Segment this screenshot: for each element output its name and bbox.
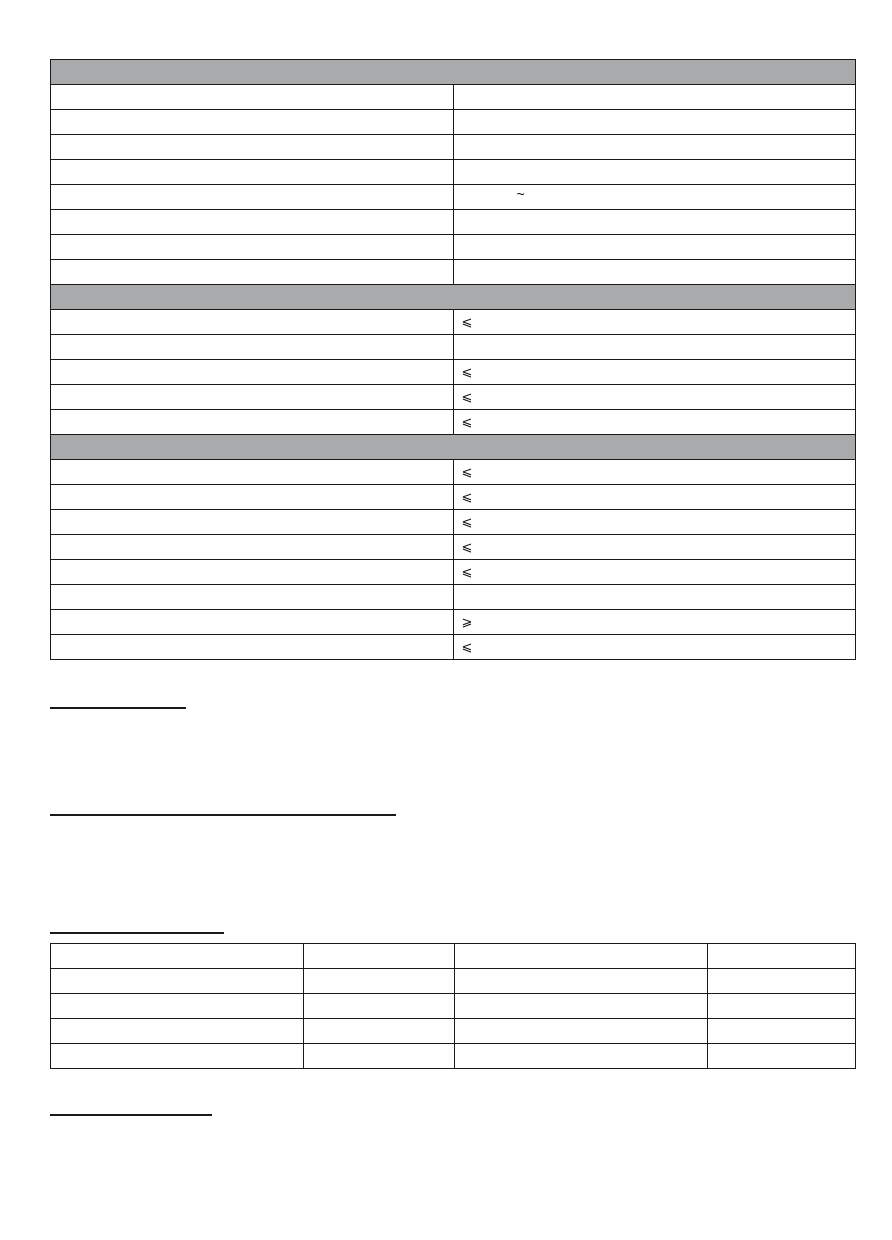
spec-value — [453, 385, 856, 410]
spec-row — [51, 360, 856, 385]
specification-table — [50, 59, 856, 660]
spec-row — [51, 210, 856, 235]
table-cell — [304, 1019, 455, 1044]
section-heading-4 — [50, 1100, 212, 1116]
table-row — [51, 994, 856, 1019]
spec-label — [51, 260, 454, 285]
spec-value — [453, 360, 856, 385]
spec-value — [453, 560, 856, 585]
spec-row — [51, 460, 856, 485]
spec-value — [453, 260, 856, 285]
spec-label — [51, 210, 454, 235]
spec-label — [51, 585, 454, 610]
section-heading-3 — [50, 918, 224, 934]
spec-label — [51, 485, 454, 510]
table-cell — [708, 944, 856, 969]
spec-value — [453, 160, 856, 185]
spec-label — [51, 360, 454, 385]
table-cell — [51, 969, 304, 994]
spec-value — [453, 235, 856, 260]
spec-row — [51, 585, 856, 610]
spec-row — [51, 110, 856, 135]
spec-label — [51, 610, 454, 635]
section-header-cell — [51, 435, 856, 460]
table-cell — [455, 969, 708, 994]
section-header-cell — [51, 285, 856, 310]
spec-row — [51, 185, 856, 210]
less-equal-symbol: ⩽ — [461, 639, 473, 654]
section-header — [51, 60, 856, 85]
spec-value — [453, 210, 856, 235]
spec-row — [51, 85, 856, 110]
less-equal-symbol: ⩽ — [461, 364, 473, 379]
spec-label — [51, 460, 454, 485]
spec-row — [51, 310, 856, 335]
table-cell — [455, 994, 708, 1019]
table-cell — [51, 1019, 304, 1044]
spec-label — [51, 635, 454, 660]
less-equal-symbol: ⩽ — [461, 314, 473, 329]
spec-row — [51, 385, 856, 410]
spec-label — [51, 410, 454, 435]
spec-row — [51, 410, 856, 435]
table-row — [51, 1044, 856, 1069]
spec-label — [51, 560, 454, 585]
spec-row — [51, 335, 856, 360]
section-header-cell — [51, 60, 856, 85]
table-row — [51, 969, 856, 994]
table-cell — [455, 1044, 708, 1069]
spec-value — [453, 535, 856, 560]
less-equal-symbol: ⩽ — [461, 414, 473, 429]
table-cell — [304, 994, 455, 1019]
less-equal-symbol: ⩽ — [461, 489, 473, 504]
spec-value — [453, 135, 856, 160]
section-header — [51, 435, 856, 460]
spec-value — [453, 110, 856, 135]
spec-row — [51, 235, 856, 260]
spec-value — [453, 510, 856, 535]
table-cell — [708, 994, 856, 1019]
spec-row — [51, 160, 856, 185]
spec-row — [51, 135, 856, 160]
spec-value — [453, 410, 856, 435]
spec-row — [51, 260, 856, 285]
spec-label — [51, 185, 454, 210]
spec-label — [51, 335, 454, 360]
spec-value — [453, 610, 856, 635]
spec-label — [51, 160, 454, 185]
spec-value — [453, 585, 856, 610]
spec-row — [51, 485, 856, 510]
less-equal-symbol: ⩽ — [461, 464, 473, 479]
spec-value — [453, 460, 856, 485]
table-cell — [304, 969, 455, 994]
spec-label — [51, 535, 454, 560]
spec-value — [453, 635, 856, 660]
spec-label — [51, 110, 454, 135]
table-row — [51, 944, 856, 969]
section-heading-1 — [50, 693, 186, 709]
table-cell — [51, 994, 304, 1019]
table-cell — [708, 969, 856, 994]
spec-label — [51, 310, 454, 335]
table-cell — [708, 1019, 856, 1044]
less-equal-symbol: ⩽ — [461, 539, 473, 554]
section-header — [51, 285, 856, 310]
table-cell — [51, 944, 304, 969]
table-cell — [304, 944, 455, 969]
spec-row — [51, 610, 856, 635]
table-cell — [708, 1044, 856, 1069]
table-cell — [51, 1044, 304, 1069]
less-equal-symbol: ⩽ — [461, 564, 473, 579]
table-row — [51, 1019, 856, 1044]
spec-value — [453, 85, 856, 110]
spec-row — [51, 560, 856, 585]
tilde-symbol: ~ — [516, 186, 525, 202]
spec-value — [453, 335, 856, 360]
spec-label — [51, 135, 454, 160]
section-heading-2 — [50, 800, 396, 816]
spec-value — [453, 185, 856, 210]
spec-value — [453, 310, 856, 335]
spec-label — [51, 385, 454, 410]
spec-label — [51, 85, 454, 110]
spec-row — [51, 510, 856, 535]
less-equal-symbol: ⩽ — [461, 389, 473, 404]
data-table — [50, 943, 856, 1069]
table-cell — [304, 1044, 455, 1069]
less-equal-symbol: ⩽ — [461, 514, 473, 529]
table-cell — [455, 944, 708, 969]
spec-row — [51, 535, 856, 560]
greater-equal-symbol: ⩾ — [461, 614, 473, 629]
spec-value — [453, 485, 856, 510]
spec-label — [51, 235, 454, 260]
spec-row — [51, 635, 856, 660]
table-cell — [455, 1019, 708, 1044]
spec-label — [51, 510, 454, 535]
